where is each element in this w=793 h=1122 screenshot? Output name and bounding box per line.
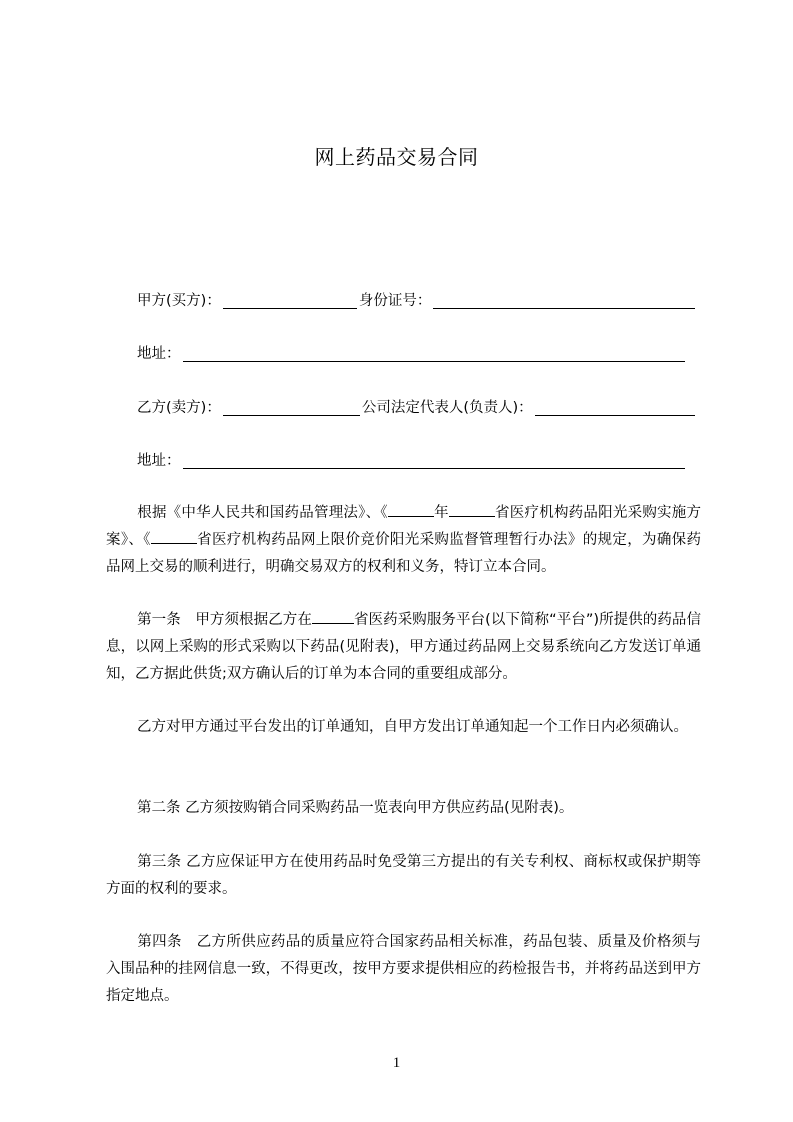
article-2: 第二条 乙方须按购销合同采购药品一览表向甲方供应药品(见附表)。	[137, 800, 574, 816]
party-a-row	[137, 290, 697, 312]
address-blank-2	[183, 453, 686, 469]
preamble-paragraph: 根据《中华人民共和国药品管理法》、《 年 省医疗机构药品阳光采购实施方案》、《 省医疗机构药品网上限价竞价阳光采购监督管理暂行办法》的规定，为确保药品网上交易的顺利进行，明确交易双方的权利和义务，特订立本合同。	[106, 500, 701, 581]
address-label-1: 地址：	[137, 346, 181, 362]
party-a-label: 甲方(买方)：	[137, 293, 221, 309]
address-row-1	[137, 343, 687, 365]
article-4: 第四条 乙方所供应药品的质量应符合国家药品相关标准，药品包装、质量及价格须与入围品种的挂网信息一致，不得更改，按甲方要求提供相应的药检报告书，并将药品送到甲方指定地点。	[106, 934, 701, 1004]
address-row-2	[137, 450, 687, 472]
party-b-row	[137, 397, 697, 419]
year-blank	[388, 501, 434, 517]
party-b-name-blank	[223, 400, 360, 416]
address-blank-1	[183, 346, 686, 362]
article-3: 第三条 乙方应保证甲方在使用药品时免受第三方提出的有关专利权、商标权或保护期等方面的权利的要求。	[106, 854, 701, 897]
legal-rep-label: 公司法定代表人(负责人)：	[361, 400, 533, 416]
legal-rep-blank	[535, 400, 695, 416]
article-1-confirmation: 乙方对甲方通过平台发出的订单通知，自甲方发出订单通知起一个工作日内必须确认。	[137, 719, 688, 735]
platform-province-blank	[312, 608, 354, 624]
party-a-name-blank	[223, 293, 357, 309]
province-blank-2	[151, 528, 197, 544]
article-1: 第一条 甲方须根据乙方在 省医药采购服务平台(以下简称“平台”)所提供的药品信息，以网上采购的形式采购以下药品(见附表)，甲方通过药品网上交易系统向乙方发送订单通知，乙方据此供货;双方确认后的订单为本合同的重要组成部分。	[106, 607, 701, 688]
address-label-2: 地址：	[137, 453, 181, 469]
province-blank-1	[449, 501, 495, 517]
id-number-label: 身份证号：	[358, 293, 432, 309]
page-title: 网上药品交易合同	[314, 145, 479, 169]
page-number: 1	[392, 1055, 401, 1071]
party-b-label: 乙方(卖方)：	[137, 400, 221, 416]
id-number-blank	[433, 293, 695, 309]
